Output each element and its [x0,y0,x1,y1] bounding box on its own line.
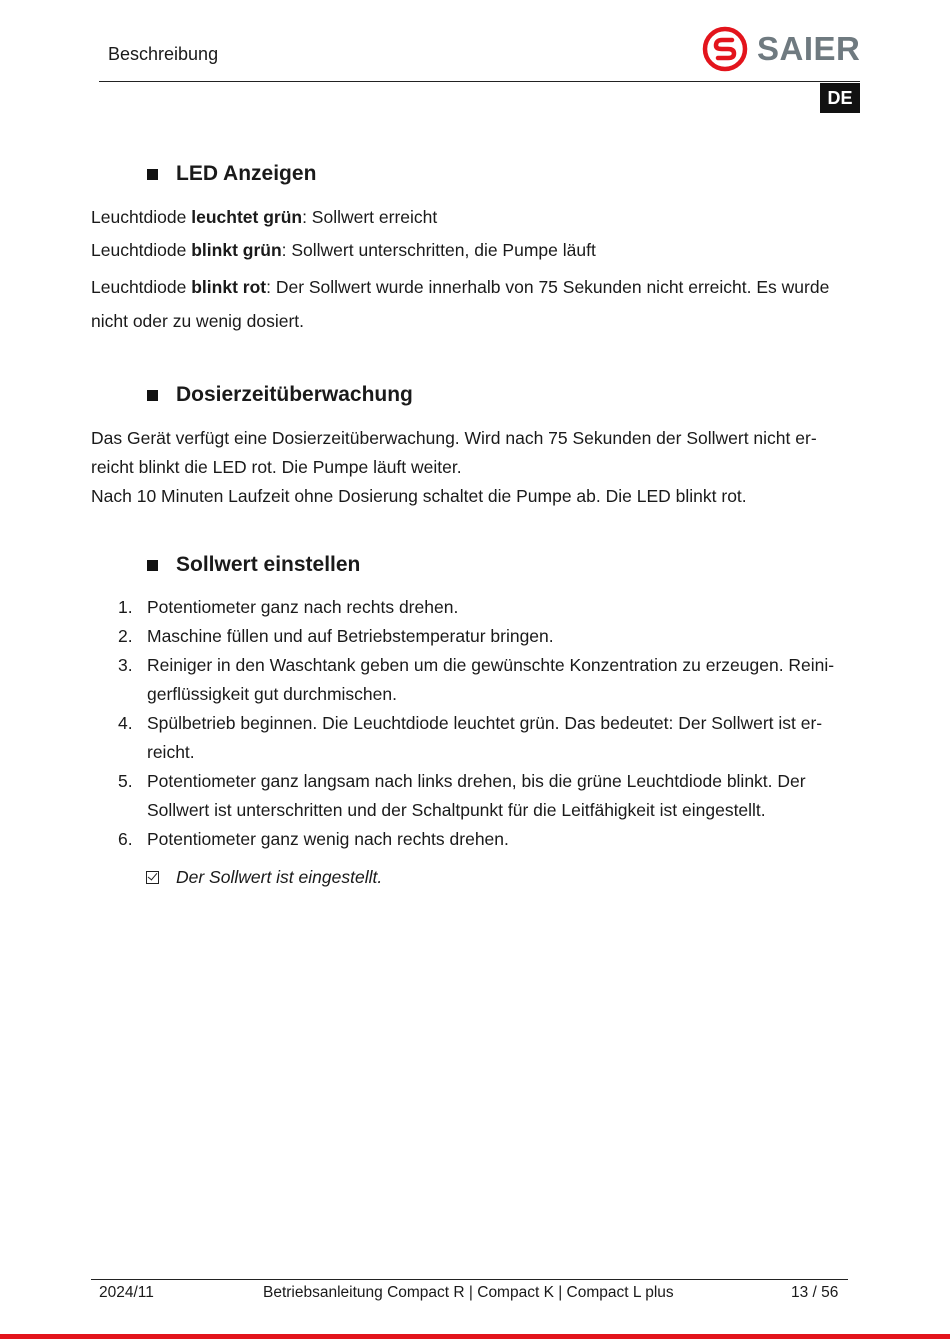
page-header-title: Beschreibung [108,44,219,64]
led-line-text: : Sollwert unterschritten, die Pumpe läuft [281,240,596,260]
section-heading-text: Dosierzeitüberwachung [176,383,413,406]
step-text: Maschine füllen und auf Betriebstemperatur bringen. [147,626,554,646]
step-text: Potentiometer ganz langsam nach links drehen, bis die grüne Leuchtdiode blinkt. Der Sollwert ist unterschritten und der Schaltpunkt für die Leitfähigkeit ist eingestellt. [147,771,806,820]
square-bullet-icon [147,560,158,571]
list-item [108,825,868,854]
monitoring-paragraph-1: Das Gerät verfügt eine Dosierzeitüberwachung. Wird nach 75 Sekunden der Sollwert nicht er-reicht blinkt die LED rot. Die Pumpe läuft weiter. [91,428,817,477]
section-heading-text: LED Anzeigen [176,162,317,185]
saier-logo-icon [702,26,748,72]
footer-page-number: 13 / 56 [791,1284,839,1301]
logo-wordmark: SAIER [757,30,861,67]
led-line-2 [91,236,861,265]
checked-box-icon [146,871,159,884]
step-text: Potentiometer ganz nach rechts drehen. [147,597,459,617]
led-line-prefix: Leuchtdiode [91,277,192,297]
square-bullet-icon [147,390,158,401]
section-heading-setpoint [147,553,360,577]
footer-red-bar [0,1334,950,1339]
setpoint-result [146,867,382,888]
step-number: 4. [118,713,133,733]
setpoint-steps-list [108,593,868,854]
language-badge: DE [820,83,860,113]
footer-divider [91,1279,848,1280]
step-text: Spülbetrieb beginnen. Die Leuchtdiode leuchtet grün. Das bedeutet: Der Sollwert ist er-reicht. [147,713,823,762]
footer-manual-title: Betriebsanleitung Compact R | Compact K | Compact L plus [263,1284,674,1301]
saier-logo [702,26,860,72]
led-line-text: : Sollwert erreicht [302,207,438,227]
step-text: Reiniger in den Waschtank geben um die gewünschte Konzentration zu erzeugen. Reini-gerflüssigkeit gut durchmischen. [147,655,835,704]
step-number: 2. [118,626,133,646]
led-line-3 [91,270,856,338]
step-number: 1. [118,597,133,617]
list-item [108,651,868,709]
footer-date: 2024/11 [99,1284,154,1301]
section-heading-led [147,162,316,186]
led-line-1 [91,203,861,232]
header-divider [99,81,860,82]
led-state-green-on: leuchtet grün [191,207,303,227]
step-number: 3. [118,655,133,675]
led-state-green-blink: blinkt grün [191,240,282,260]
list-item [108,767,868,825]
section-heading-monitoring [147,383,413,407]
led-line-text: : Der Sollwert wurde innerhalb von 75 Sekunden nicht erreicht. Es wurde nicht oder zu wenig dosiert. [91,277,830,331]
result-text: Der Sollwert ist eingestellt. [176,867,383,887]
list-item [108,709,868,767]
step-number: 5. [118,771,133,791]
monitoring-paragraph-2: Nach 10 Minuten Laufzeit ohne Dosierung schaltet die Pumpe ab. Die LED blinkt rot. [91,486,747,506]
list-item [108,622,868,651]
led-line-prefix: Leuchtdiode [91,240,192,260]
step-text: Potentiometer ganz wenig nach rechts drehen. [147,829,509,849]
led-line-prefix: Leuchtdiode [91,207,192,227]
section-heading-text: Sollwert einstellen [176,553,361,576]
led-state-red-blink: blinkt rot [191,277,267,297]
list-item [108,593,868,622]
square-bullet-icon [147,169,158,180]
step-number: 6. [118,829,133,849]
